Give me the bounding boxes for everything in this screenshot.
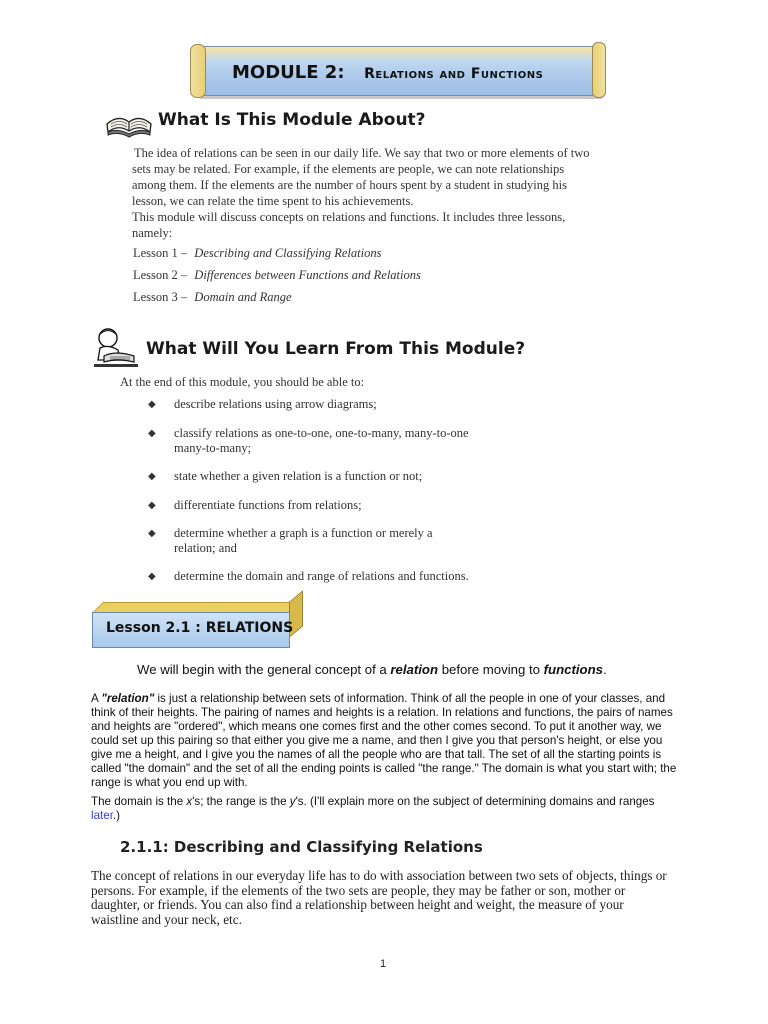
about-heading: What Is This Module About? xyxy=(158,110,426,130)
about-paragraph-1: The idea of relations can be seen in our daily life. We say that two or more elements of two sets may be related. For example, if the elements are people, we can note relationships among them. If the elements are the number of hours spent by a student in studying his lesson, we can relate the time spent to his achievements. xyxy=(132,146,590,208)
lesson-3-label: Lesson 3 xyxy=(133,290,178,304)
diamond-bullet-icon: ◆ xyxy=(148,500,156,511)
objective-item: ◆ describe relations using arrow diagrams; xyxy=(148,397,377,411)
lesson-1-title: Describing and Classifying Relations xyxy=(194,246,382,260)
lesson-3-dash: – xyxy=(180,290,188,304)
diamond-bullet-icon: ◆ xyxy=(148,399,156,410)
open-book-icon xyxy=(104,104,154,140)
module-subtitle: Relations and Functions xyxy=(364,66,544,82)
diamond-bullet-icon: ◆ xyxy=(148,528,156,539)
domain-range-paragraph: The domain is the x's; the range is the y's. (I'll explain more on the subject of determining domains and ranges later.) xyxy=(91,795,655,822)
functions-term: functions xyxy=(543,662,603,677)
diamond-bullet-icon: ◆ xyxy=(148,428,156,439)
about-paragraph-2: This module will discuss concepts on relations and functions. It includes three lessons, namely: xyxy=(132,210,566,240)
diamond-bullet-icon: ◆ xyxy=(148,471,156,482)
page-number: 1 xyxy=(380,958,387,970)
learn-intro: At the end of this module, you should be able to: xyxy=(120,375,365,389)
section-211-body: The concept of relations in our everyday life has to do with association between two sets of objects, things or persons. For example, if the elements of the two sets are people, they may be father or son, mother or daughter, or friends. You can also find a relationship between height and weight, the measure of your waistline and your neck, etc. xyxy=(91,868,667,927)
relation-definition-term: "relation" xyxy=(101,692,155,705)
lesson-2-dash: – xyxy=(180,268,188,282)
intro-line: We will begin with the general concept of a relation before moving to functions. xyxy=(137,662,607,677)
objective-item: ◆ determine whether a graph is a function or merely a relation; and xyxy=(148,526,433,555)
objective-item: ◆ classify relations as one-to-one, one-to-many, many-to-one many-to-many; xyxy=(148,426,469,455)
lesson-1-label: Lesson 1 xyxy=(133,246,178,260)
lesson-2-title: Differences between Functions and Relations xyxy=(194,268,421,282)
section-211-heading: 2.1.1: Describing and Classifying Relations xyxy=(120,838,483,856)
lesson-box-title: Lesson 2.1 : RELATIONS xyxy=(106,620,294,636)
banner-scroll-right xyxy=(592,42,606,98)
lesson-1-dash: – xyxy=(180,246,188,260)
relation-term: relation xyxy=(390,662,439,677)
module-label: MODULE 2: xyxy=(232,62,345,83)
lesson-2-label: Lesson 2 xyxy=(133,268,178,282)
objective-item: ◆ determine the domain and range of relations and functions. xyxy=(148,569,469,583)
later-link[interactable]: later xyxy=(91,809,113,822)
learn-heading: What Will You Learn From This Module? xyxy=(146,339,526,359)
lesson-3-title: Domain and Range xyxy=(194,290,292,304)
objective-item: ◆ state whether a given relation is a function or not; xyxy=(148,469,423,483)
relation-paragraph: A "relation" is just a relationship between sets of information. Think of all the people in one of your classes, and think of their heights. The pairing of names and heights is a relation. In relations and functions, the pairs of names and heights are "ordered", which means one comes first and the other comes second. To put it another way, we could set up this pairing so that either you give me a name, and then I give you that person's height, or else you give me a height, and I give you the names of all the people who are that tall. The set of all the starting points is called "the domain" and the set of all the ending points is called "the range." The domain is what you start with; the range is what you end up with. xyxy=(91,692,677,789)
diamond-bullet-icon: ◆ xyxy=(148,571,156,582)
student-reading-icon xyxy=(90,326,140,370)
objective-item: ◆ differentiate functions from relations; xyxy=(148,498,362,512)
